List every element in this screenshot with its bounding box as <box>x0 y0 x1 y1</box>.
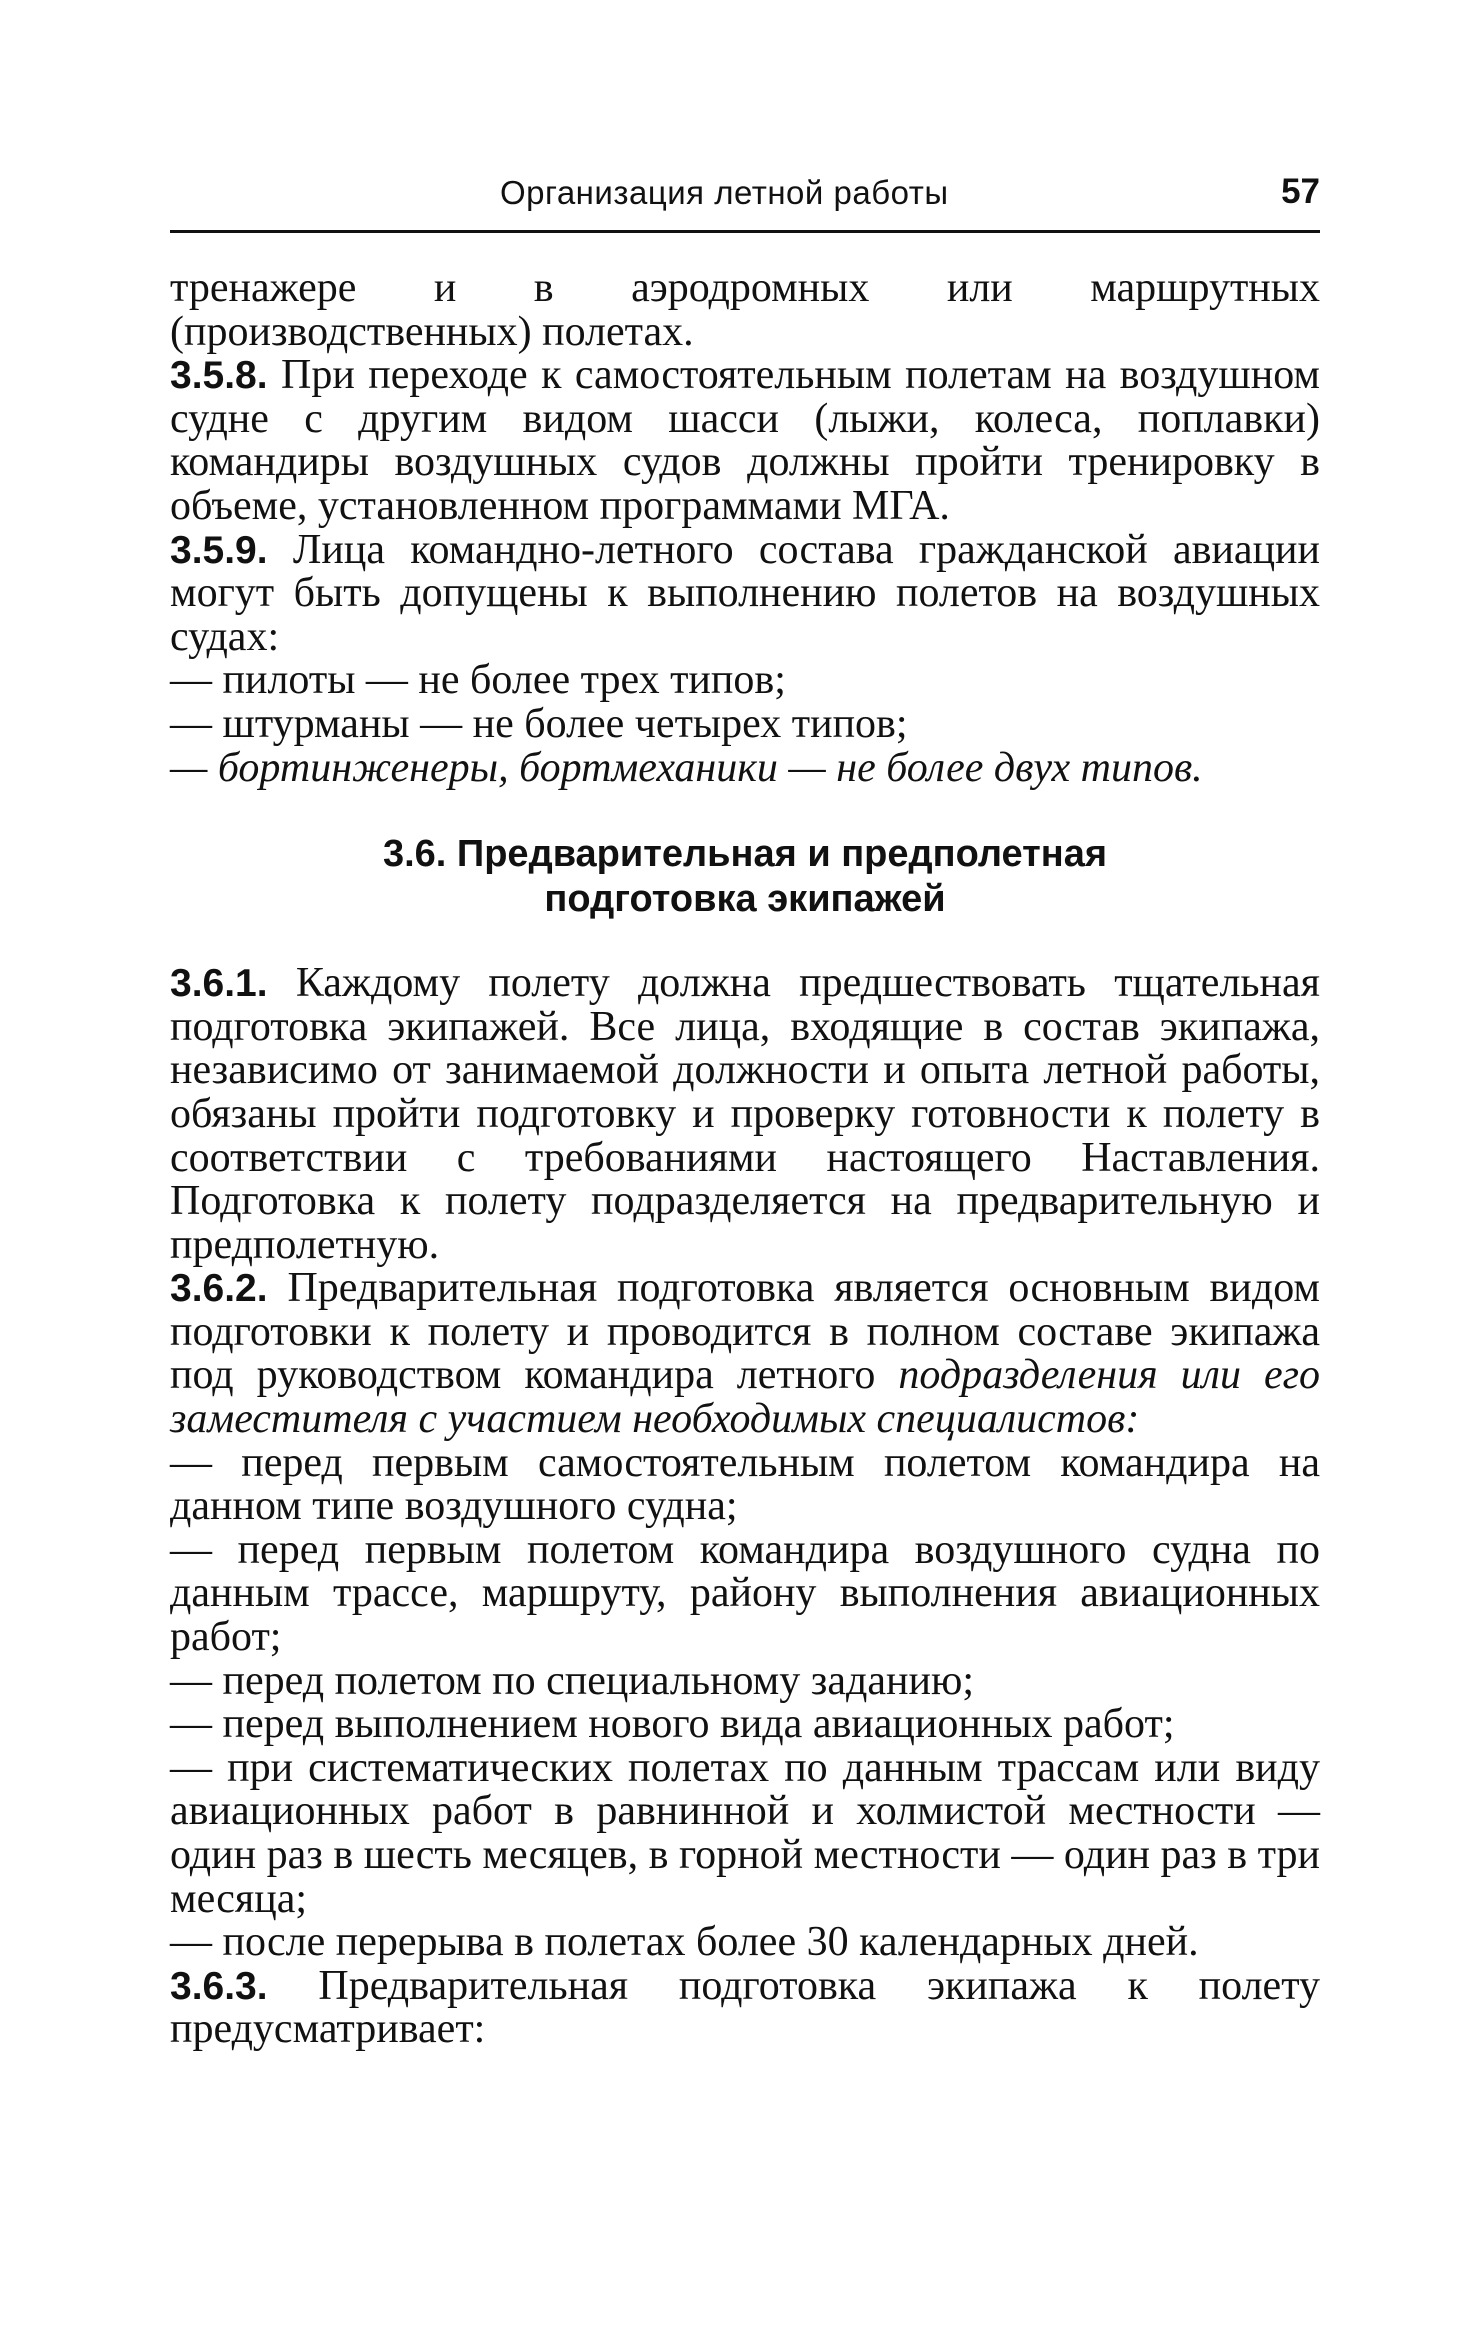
page-number: 57 <box>1281 172 1320 211</box>
paragraph-3-5-9 <box>170 526 1320 660</box>
clause-text: Предварительная подготовка является основным видом подготовки к полету и проводится в полном составе экипажа под руководством командира летного <box>170 1265 1321 1399</box>
list-item: — перед выполнением нового вида авиационных работ; <box>170 1701 1175 1748</box>
paragraph-3-6-2 <box>170 1267 1320 1441</box>
list-item: — пилоты — не более трех типов; <box>170 657 786 704</box>
list-item: — штурманы — не более четырех типов; <box>170 700 908 747</box>
list-item: — перед первым самостоятельным полетом командира на данном типе воздушного судна; <box>170 1439 1320 1530</box>
list-item: — при систематических полетах по данным трассам или виду авиационных работ в равнинной и холмистой местности — один раз в шесть месяцев, в горной местности — один раз в три месяца; <box>170 1744 1320 1922</box>
clause-text: Каждому полету должна предшествовать тщательная подготовка экипажей. Все лица, входящие в состав экипажа, независимо от занимаемой должности и опыта летной работы, обязаны пройти подготовку и проверку готовности к полету в соответствии с требованиями настоящего Наставления. Подготовка к полету подразделяется на предварительную и предполетную. <box>170 960 1320 1268</box>
list-item: — бортинженеры, бортмеханики — не более двух типов. <box>170 744 1203 791</box>
clause-number: 3.6.1. <box>170 962 268 1006</box>
paragraph-intro: тренажере и в аэродромных или маршрутных (производственных) полетах. <box>170 265 1320 355</box>
clause-text: При переходе к самостоятельным полетам на воздушном судне с другим видом шасси (лыжи, колеса, поплавки) командиры воздушных судов должны пройти тренировку в объеме, установленном программами МГА. <box>170 352 1321 529</box>
section-heading <box>170 832 1320 922</box>
list-item: — перед полетом по специальному заданию; <box>170 1657 974 1704</box>
clause-number: 3.5.8. <box>170 354 268 398</box>
running-title: Организация летной работы <box>500 174 949 211</box>
paragraph-3-6-3 <box>170 1962 1321 2053</box>
clause-text: Лица командно-летного состава гражданской авиации могут быть допущены к выполнению полетов на воздушных судах: <box>170 526 1320 660</box>
body-text <box>170 267 1320 2052</box>
book-page <box>170 160 1320 2052</box>
clause-text-italic: подразделения или его заместителя с участием необходимых специалистов: <box>170 1352 1321 1443</box>
paragraph-3-5-8 <box>170 354 1320 528</box>
section-heading-line: 3.6. Предварительная и предполетная <box>382 833 1108 876</box>
clause-number: 3.6.3. <box>170 1964 268 2008</box>
list-item: — после перерыва в полетах более 30 календарных дней. <box>170 1919 1199 1966</box>
running-header <box>170 160 1320 233</box>
clause-number: 3.6.2. <box>170 1267 268 1311</box>
section-heading-line: подготовка экипажей <box>544 878 946 921</box>
clause-number: 3.5.9. <box>170 528 268 572</box>
list-item: — перед первым полетом командира воздушного судна по данным трассе, маршруту, району выполнения авиационных работ; <box>170 1526 1320 1661</box>
clause-text: Предварительная подготовка экипажа к полету предусматривает: <box>170 1962 1321 2053</box>
paragraph-3-6-1 <box>170 962 1320 1267</box>
